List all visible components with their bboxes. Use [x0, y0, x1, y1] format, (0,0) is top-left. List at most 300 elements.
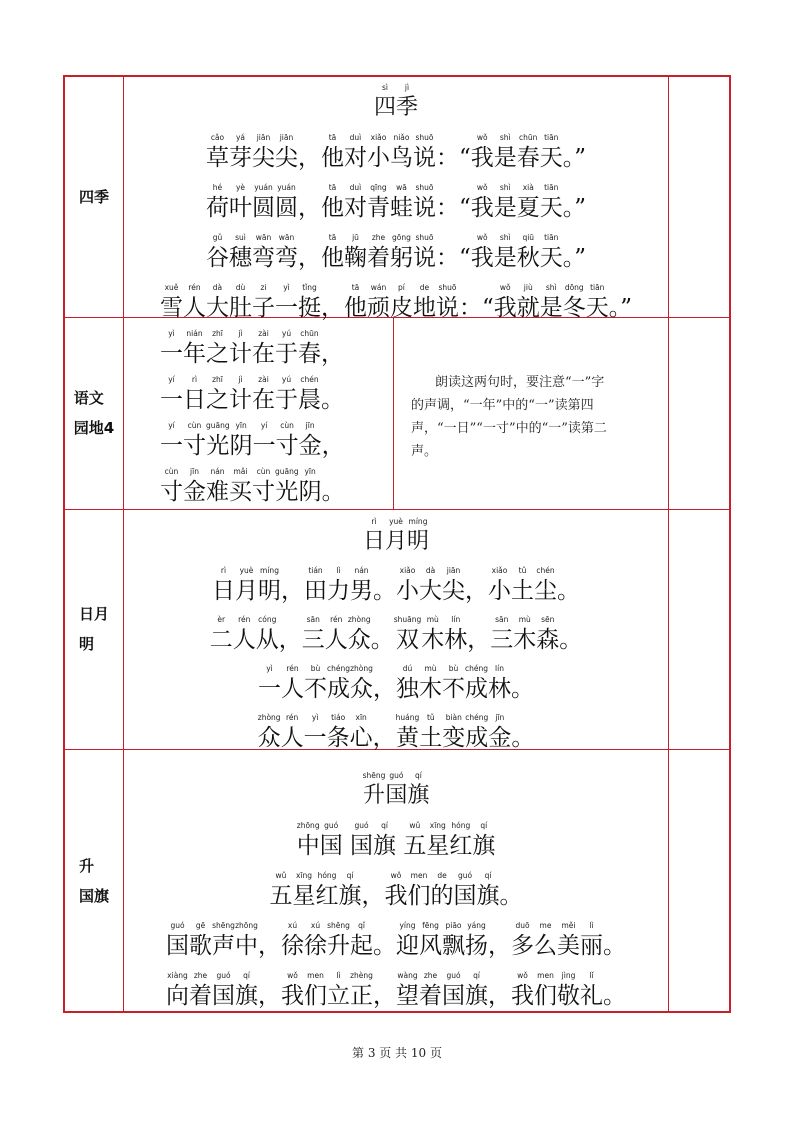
- row-label-shengguoqi: [65, 749, 123, 1013]
- poem-line: [124, 223, 668, 273]
- poem-line: [124, 961, 668, 1011]
- pinyin: xiǎo: [399, 566, 416, 575]
- pinyin: jìng: [561, 971, 576, 980]
- hanzi: 望: [396, 983, 419, 1009]
- pinyin: xiǎo: [491, 566, 508, 575]
- hanzi: 天: [539, 145, 563, 171]
- hanzi: 是: [539, 295, 563, 321]
- pinyin: mǎi: [233, 467, 248, 476]
- pinyin: wǒ: [287, 971, 298, 980]
- hanzi: 三: [301, 627, 325, 653]
- pinyin: wān: [255, 233, 272, 242]
- ruby-char: [304, 566, 327, 606]
- pinyin: cǎo: [210, 133, 225, 142]
- hanzi: 芽: [228, 145, 252, 171]
- hanzi: 明: [258, 578, 281, 604]
- ruby-char: [385, 517, 407, 557]
- hanzi: 美: [557, 933, 580, 959]
- ruby-char: [320, 821, 343, 861]
- hanzi: 丽: [580, 933, 603, 959]
- pinyin: yīn: [235, 421, 247, 430]
- pinyin: yí: [260, 421, 268, 430]
- pinyin: bù: [310, 664, 321, 673]
- pinyin: rì: [220, 566, 227, 575]
- ruby-char: [367, 233, 390, 273]
- ruby-char: [517, 233, 540, 273]
- punctuation: ，: [373, 983, 396, 1009]
- pinyin: zhe: [423, 971, 438, 980]
- row-label-text: [74, 383, 114, 443]
- pinyin: xuě: [164, 283, 179, 292]
- punctuation: ，: [488, 933, 511, 959]
- punctuation: ，: [467, 627, 491, 653]
- ruby-char: [258, 566, 281, 606]
- ruby-char: [229, 375, 252, 415]
- hanzi: 国: [442, 983, 465, 1009]
- hanzi: 国: [212, 983, 235, 1009]
- hanzi: 圆: [274, 195, 298, 221]
- pinyin: hé: [212, 183, 223, 192]
- pinyin: wǒ: [517, 971, 528, 980]
- ruby-char: [206, 183, 229, 223]
- pinyin: guāng: [275, 467, 299, 476]
- ruby-char: [421, 615, 444, 655]
- pinyin: shì: [499, 133, 511, 142]
- ruby-char: [390, 133, 413, 173]
- ruby-char: [166, 921, 189, 961]
- hanzi: 三: [490, 627, 514, 653]
- ruby-char: [373, 821, 396, 861]
- hanzi: 旗: [476, 883, 500, 909]
- pinyin: qiū: [522, 233, 535, 242]
- ruby-char: [534, 971, 557, 1011]
- page-footer: 第 3 页 共 10 页: [352, 1046, 442, 1060]
- pinyin: cùn: [256, 467, 271, 476]
- ruby-char: [390, 183, 413, 223]
- poem-siji: [124, 83, 668, 323]
- hanzi: 众: [257, 725, 281, 751]
- pinyin: mù: [424, 664, 437, 673]
- hanzi: 木: [421, 627, 445, 653]
- hanzi: 日: [183, 387, 206, 413]
- punctuation: “: [458, 195, 471, 221]
- hanzi: 一: [303, 725, 327, 751]
- poem-line: [124, 461, 668, 507]
- hanzi: 礼: [580, 983, 603, 1009]
- ruby-char: [494, 233, 517, 273]
- hanzi: 多: [511, 933, 534, 959]
- ruby-char: [344, 133, 367, 173]
- hanzi: 我: [384, 883, 408, 909]
- pinyin: wǒ: [390, 871, 402, 880]
- ruby-char: [490, 615, 513, 655]
- ruby-char: [390, 283, 413, 323]
- pinyin: rén: [286, 713, 299, 722]
- pinyin: suì: [235, 233, 246, 242]
- punctuation: ，: [321, 341, 344, 367]
- pinyin: shēng: [327, 921, 350, 930]
- pinyin: rì: [191, 375, 198, 384]
- punctuation: ，: [465, 578, 488, 604]
- hanzi: 我: [470, 195, 494, 221]
- pinyin: chūn: [519, 133, 538, 142]
- hanzi: 独: [396, 676, 419, 702]
- poem-line: [124, 704, 668, 753]
- ruby-char: [252, 329, 275, 369]
- ruby-char: [270, 871, 293, 911]
- hanzi: 说: [412, 145, 436, 171]
- hanzi: 夏: [516, 195, 540, 221]
- pinyin: shì: [499, 183, 511, 192]
- ruby-char: [206, 283, 229, 323]
- ruby-char: [472, 821, 495, 861]
- punctuation: 。: [557, 578, 580, 604]
- hanzi: 寸: [183, 433, 206, 459]
- poem-line: [124, 273, 668, 323]
- hanzi: 大: [205, 295, 229, 321]
- row-label-text: [79, 851, 109, 911]
- ruby-char: [252, 283, 275, 323]
- hanzi: 人: [232, 627, 256, 653]
- poem-line: [124, 173, 668, 223]
- punctuation: 。: [559, 627, 583, 653]
- punctuation: ：: [435, 195, 459, 221]
- ruby-char: [229, 183, 252, 223]
- hanzi: 力: [327, 578, 350, 604]
- ruby-char: [252, 375, 275, 415]
- hanzi: 顽: [366, 295, 390, 321]
- punctuation: “: [458, 245, 471, 271]
- ruby-char: [396, 664, 419, 704]
- hanzi: 旗: [373, 833, 396, 859]
- reading-note: 朗读这两句时，要注意“一”字的声调，“一年”中的“一”读第四声，“一日”“一寸”中的“一”读第二声。: [411, 375, 607, 459]
- hanzi: 晨: [298, 387, 321, 413]
- pinyin: èr: [217, 615, 226, 624]
- ruby-char: [580, 921, 603, 961]
- hanzi: 弯: [274, 245, 298, 271]
- pinyin: yíng: [399, 921, 416, 930]
- hanzi: 阴: [229, 433, 253, 459]
- poem-line: [124, 606, 668, 655]
- hanzi: 他: [320, 145, 344, 171]
- ruby-char: [212, 971, 235, 1011]
- pinyin: tián: [308, 566, 323, 575]
- pinyin: duì: [349, 183, 362, 192]
- hanzi: 就: [516, 295, 540, 321]
- row-label-line: 园地4: [73, 419, 115, 437]
- hanzi: 日: [212, 578, 235, 604]
- ruby-char: [327, 664, 350, 704]
- hanzi: 皮: [389, 295, 413, 321]
- hanzi: 天: [539, 195, 563, 221]
- ruby-char: [471, 233, 494, 273]
- pinyin: pí: [398, 283, 405, 292]
- pinyin: duì: [349, 133, 362, 142]
- hanzi: 四: [373, 95, 396, 120]
- ruby-char: [183, 329, 206, 369]
- pinyin: me: [539, 921, 552, 930]
- hanzi: 不: [303, 676, 327, 702]
- pinyin: cùn: [280, 421, 294, 430]
- hanzi: 草: [205, 145, 229, 171]
- pinyin: zhōng: [296, 821, 320, 830]
- ruby-char: [419, 713, 442, 753]
- hanzi: 对: [343, 145, 367, 171]
- pinyin: tiān: [544, 183, 559, 192]
- hanzi: 之: [206, 341, 229, 367]
- pinyin: guāng: [206, 421, 230, 430]
- ruby-char: [442, 971, 465, 1011]
- ruby-char: [534, 921, 557, 961]
- ruby-char: [235, 921, 258, 961]
- ruby-char: [230, 421, 253, 461]
- poem-line: [124, 911, 668, 961]
- ruby-char: [183, 467, 206, 507]
- pinyin: yí: [168, 375, 175, 384]
- pinyin: zhòng: [257, 713, 281, 722]
- pinyin: yá: [235, 133, 245, 142]
- pinyin: lín: [451, 615, 461, 624]
- ruby-char: [275, 183, 298, 223]
- hanzi: 中: [296, 833, 320, 859]
- punctuation: 。”: [562, 245, 587, 271]
- pinyin: guó: [324, 821, 339, 830]
- ruby-char: [494, 133, 517, 173]
- ruby-char: [304, 971, 327, 1011]
- pinyin: guó: [354, 821, 369, 830]
- hanzi: 对: [343, 195, 367, 221]
- ruby-char: [494, 183, 517, 223]
- hanzi: 金: [298, 433, 322, 459]
- row-label-siji: [65, 77, 123, 317]
- hanzi: 么: [534, 933, 557, 959]
- ruby-char: [325, 615, 348, 655]
- pinyin: zi: [260, 283, 267, 292]
- hanzi: 们: [407, 883, 431, 909]
- pinyin: chén: [536, 566, 555, 575]
- punctuation: 。: [321, 479, 345, 505]
- ruby-char: [229, 283, 252, 323]
- pinyin: guó: [170, 921, 185, 930]
- ruby-char: [344, 233, 367, 273]
- ruby-char: [513, 615, 536, 655]
- hanzi: 着: [419, 983, 442, 1009]
- ruby-char: [339, 871, 362, 911]
- pinyin: jū: [352, 233, 359, 242]
- poem-title: [124, 769, 668, 811]
- hanzi: 土: [511, 578, 534, 604]
- ruby-char: [488, 566, 511, 606]
- ruby-char: [540, 283, 563, 323]
- hanzi: 寸: [275, 433, 299, 459]
- hanzi: 春: [298, 341, 321, 367]
- hanzi: 天: [539, 245, 563, 271]
- row-label-line: 升: [78, 857, 94, 875]
- hanzi: 光: [206, 433, 230, 459]
- ruby-char: [396, 83, 418, 123]
- hanzi: 从: [255, 627, 279, 653]
- ruby-char: [540, 233, 563, 273]
- ruby-char: [210, 615, 233, 655]
- pinyin: jì: [238, 375, 243, 384]
- hanzi: 季: [396, 95, 419, 120]
- ruby-char: [275, 375, 298, 415]
- pinyin: shuō: [438, 283, 457, 292]
- hanzi: 国: [166, 933, 189, 959]
- hanzi: 成: [465, 676, 488, 702]
- punctuation: 。: [373, 933, 396, 959]
- punctuation: 。”: [562, 145, 587, 171]
- ruby-char: [413, 133, 436, 173]
- hanzi: 风: [419, 933, 442, 959]
- hanzi: 迎: [396, 933, 419, 959]
- ruby-char: [206, 375, 229, 415]
- ruby-char: [297, 821, 320, 861]
- pinyin: qí: [414, 771, 422, 780]
- punctuation: ，: [320, 295, 344, 321]
- hanzi: 中: [235, 933, 258, 959]
- ruby-char: [367, 133, 390, 173]
- ruby-char: [304, 921, 327, 961]
- ruby-char: [327, 566, 350, 606]
- hanzi: 我: [493, 295, 517, 321]
- ruby-char: [408, 871, 431, 911]
- ruby-char: [426, 821, 449, 861]
- hanzi: 双: [396, 627, 419, 653]
- ruby-char: [442, 566, 465, 606]
- pinyin: shuō: [415, 183, 434, 192]
- hanzi: 升: [327, 933, 350, 959]
- word-spacer: [343, 831, 350, 861]
- pinyin: tǐng: [302, 283, 317, 292]
- pinyin: tā: [328, 133, 337, 142]
- ruby-char: [465, 664, 488, 704]
- ruby-char: [235, 971, 258, 1011]
- pinyin: qí: [473, 971, 480, 980]
- poem-title: [124, 83, 668, 123]
- pinyin: zhòng: [347, 615, 371, 624]
- pinyin: dà: [425, 566, 436, 575]
- pinyin: yì: [168, 329, 175, 338]
- row-label-line: 明: [78, 635, 94, 653]
- pinyin: tiān: [544, 233, 559, 242]
- hanzi: 年: [183, 341, 206, 367]
- poem-line: [124, 861, 668, 911]
- ruby-char: [471, 133, 494, 173]
- hanzi: 计: [229, 387, 252, 413]
- row-label-line: 语文: [73, 389, 104, 407]
- pinyin: guó: [457, 871, 473, 880]
- ruby-char: [557, 921, 580, 961]
- ruby-char: [275, 467, 299, 507]
- hanzi: 歌: [189, 933, 212, 959]
- pinyin: rì: [371, 517, 377, 526]
- hanzi: 红: [315, 883, 339, 909]
- ruby-char: [229, 133, 252, 173]
- pinyin: lín: [495, 664, 504, 673]
- hanzi: 星: [292, 883, 316, 909]
- hanzi: 变: [442, 725, 466, 751]
- pinyin: nán: [354, 566, 369, 575]
- hanzi: 明: [407, 529, 430, 554]
- ruby-char: [321, 233, 344, 273]
- punctuation: “: [481, 295, 494, 321]
- hanzi: 一: [160, 433, 183, 459]
- ruby-char: [419, 971, 442, 1011]
- hanzi: 我: [511, 983, 534, 1009]
- hanzi: 星: [426, 833, 450, 859]
- ruby-char: [465, 921, 488, 961]
- pinyin: wǒ: [476, 183, 488, 192]
- ruby-char: [160, 375, 183, 415]
- ruby-char: [350, 821, 373, 861]
- pinyin: cùn: [164, 467, 179, 476]
- pinyin: lì: [589, 921, 594, 930]
- hanzi: 弯: [251, 245, 275, 271]
- ruby-char: [348, 615, 371, 655]
- hanzi: 他: [343, 295, 367, 321]
- hanzi: 寸: [252, 479, 275, 505]
- pinyin: tā: [328, 183, 337, 192]
- ruby-char: [465, 971, 488, 1011]
- hanzi: 国: [385, 783, 408, 808]
- ruby-char: [350, 971, 373, 1011]
- ruby-char: [206, 467, 229, 507]
- pinyin: lì: [336, 971, 341, 980]
- pinyin: qīng: [370, 183, 387, 192]
- pinyin: tā: [351, 283, 360, 292]
- hanzi: 之: [206, 387, 229, 413]
- pinyin: xīng: [295, 871, 313, 880]
- pinyin: dōng: [564, 283, 584, 292]
- pinyin: tiān: [590, 283, 605, 292]
- ruby-char: [442, 664, 465, 704]
- pinyin: chéng: [465, 664, 489, 673]
- ruby-char: [253, 421, 276, 461]
- ruby-char: [298, 283, 321, 323]
- punctuation: ：: [458, 295, 482, 321]
- pinyin: cùn: [187, 421, 202, 430]
- pinyin: shēng: [212, 921, 235, 930]
- pinyin: shì: [499, 233, 511, 242]
- hanzi: 肚: [228, 295, 252, 321]
- pinyin: yì: [283, 283, 290, 292]
- ruby-char: [276, 421, 299, 461]
- pinyin: xú: [287, 921, 298, 930]
- punctuation: ，: [488, 983, 511, 1009]
- pinyin: qí: [243, 971, 250, 980]
- hanzi: 光: [275, 479, 299, 505]
- ruby-char: [367, 283, 390, 323]
- pinyin: tiáo: [331, 713, 346, 722]
- ruby-char: [350, 664, 373, 704]
- hanzi: 国: [319, 833, 343, 859]
- pinyin: xú: [310, 921, 321, 930]
- ruby-char: [363, 517, 385, 557]
- ruby-char: [327, 713, 350, 753]
- pinyin: chén: [300, 375, 319, 384]
- hanzi: 于: [275, 341, 298, 367]
- pinyin: chūn: [300, 329, 319, 338]
- pinyin: zhe: [371, 233, 386, 242]
- hanzi: 穗: [228, 245, 252, 271]
- ruby-char: [160, 329, 183, 369]
- hanzi: 着: [189, 983, 212, 1009]
- pinyin: dà: [212, 283, 223, 292]
- hanzi: 尘: [534, 578, 557, 604]
- hanzi: 寸: [160, 479, 183, 505]
- ruby-char: [281, 713, 304, 753]
